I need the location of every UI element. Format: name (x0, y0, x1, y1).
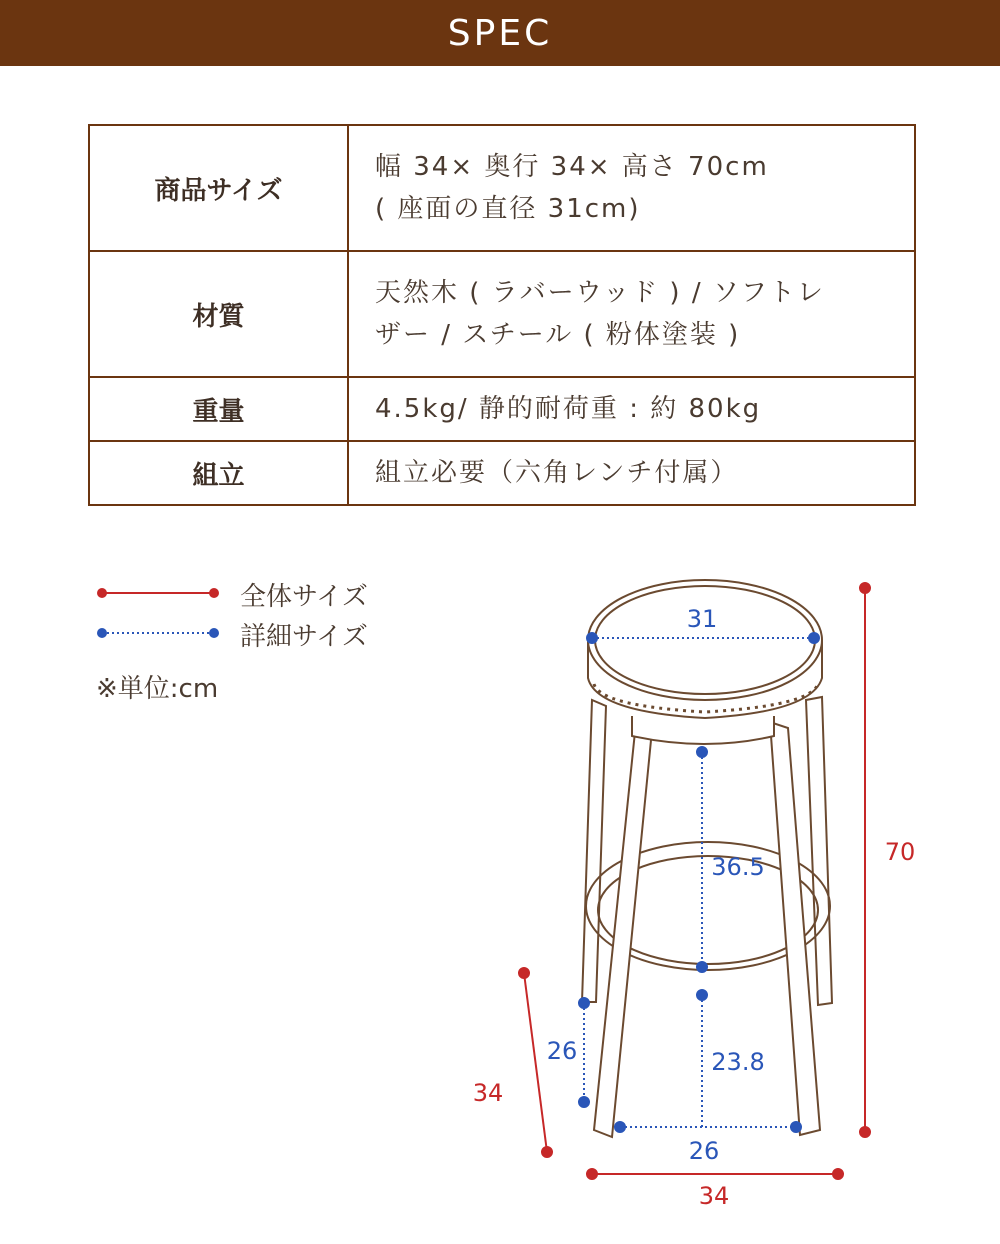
leg-span-front-label: 26 (688, 1137, 720, 1165)
spec-value-line: 4.5kg/ 静的耐荷重 : 約 80kg (375, 394, 762, 424)
stool-illustration (582, 580, 832, 1137)
legend-detail-label: 詳細サイズ (240, 622, 368, 652)
leg-span-side-label: 26 (546, 1037, 578, 1065)
spec-label-material: 材質 (89, 251, 348, 377)
unit-note: ※単位:cm (96, 674, 219, 704)
seat-diameter-label: 31 (686, 605, 718, 633)
spec-label-assembly: 組立 (89, 441, 348, 505)
spec-value-line: ( 座面の直径 31cm) (375, 194, 641, 224)
spec-label-weight: 重量 (89, 377, 348, 441)
seat-to-ring-label: 36.5 (711, 853, 765, 881)
spec-value-line: 組立必要（六角レンチ付属） (375, 458, 739, 488)
spec-title: SPEC (447, 12, 553, 54)
spec-label-size: 商品サイズ (89, 125, 348, 251)
spec-value-line: 天然木 ( ラバーウッド ) / ソフトレ (375, 278, 825, 308)
spec-value-line: 幅 34× 奥行 34× 高さ 70cm (375, 152, 769, 182)
legend-overall-label: 全体サイズ (240, 582, 368, 612)
depth-label: 34 (472, 1079, 504, 1107)
ring-to-floor-label: 23.8 (711, 1048, 765, 1076)
total-height-label: 70 (884, 838, 916, 866)
spec-value-line: ザー / スチール ( 粉体塗装 ) (375, 320, 741, 350)
width-label: 34 (698, 1182, 730, 1210)
